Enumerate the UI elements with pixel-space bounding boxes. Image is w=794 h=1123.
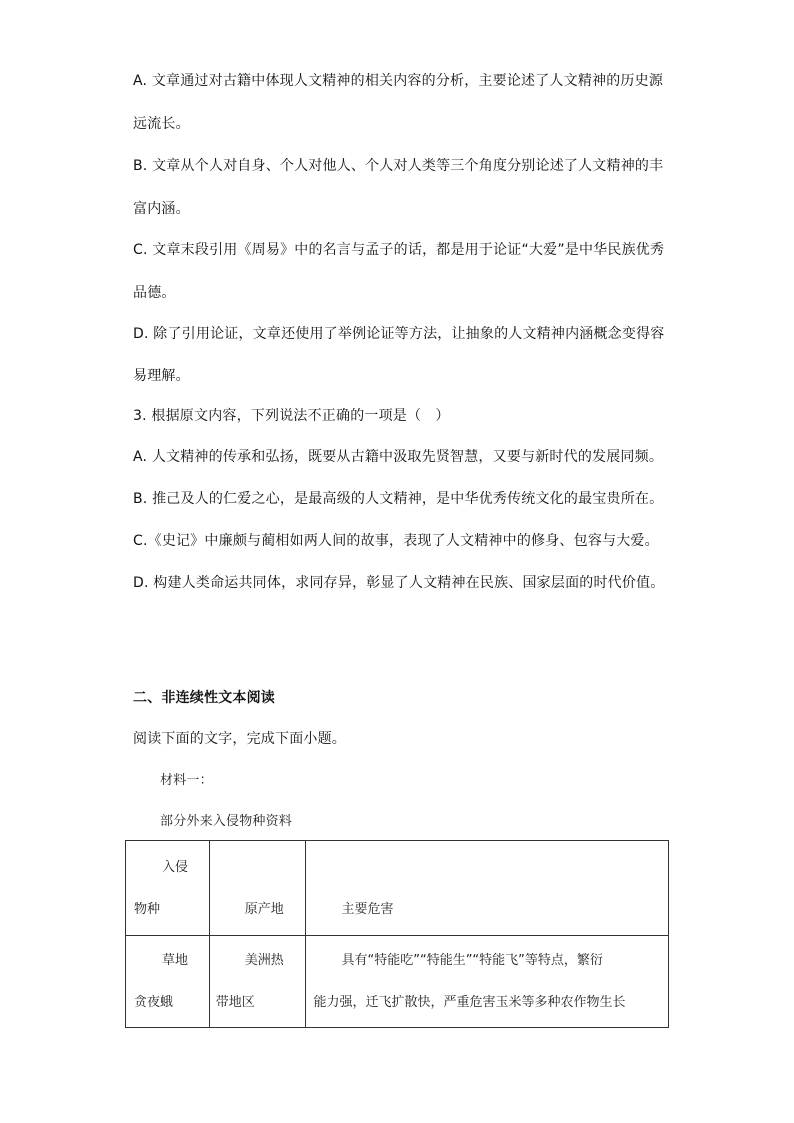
question-3-option-b: B. 推己及人的仁爱之心，是最高级的人文精神，是中华优秀传统文化的最宝贵所在。 [133, 491, 664, 507]
row1-harm-line1: 具有“特能吃”“特能生”“特能飞”等特点，繁衍 [341, 953, 603, 968]
question-3-stem: 3. 根据原文内容，下列说法不正确的一项是（ ） [133, 408, 450, 424]
row1-species-line1: 草地 [162, 953, 189, 968]
row1-cell-species [126, 936, 210, 1028]
row1-cell-origin [209, 936, 306, 1028]
header-origin: 原产地 [244, 902, 284, 917]
table-caption: 部分外来入侵物种资料 [160, 814, 293, 829]
option-2b-line1: B. 文章从个人对自身、个人对他人、个人对人类等三个角度分别论述了人文精神的丰 [133, 158, 664, 174]
row1-origin-line2: 带地区 [215, 995, 255, 1010]
option-2b-line2: 富内涵。 [133, 201, 190, 217]
material-label: 材料一： [160, 773, 213, 788]
row1-cell-harm [306, 936, 669, 1028]
option-2d-line1: D. 除了引用论证，文章还使用了举例论证等方法，让抽象的人文精神内涵概念变得容 [133, 326, 665, 342]
section-instruction: 阅读下面的文字，完成下面小题。 [133, 731, 346, 747]
header-harm: 主要危害 [341, 902, 394, 917]
option-2c-line2: 品德。 [133, 285, 176, 301]
header-species-line2: 物种 [134, 902, 161, 917]
question-3-option-a: A. 人文精神的传承和弘扬，既要从古籍中汲取先贤智慧，又要与新时代的发展同频。 [133, 449, 664, 465]
option-2a-line2: 远流长。 [133, 116, 190, 132]
question-3-option-c: C.《史记》中廉颇与蔺相如两人间的故事，表现了人文精神中的修身、包容与大爱。 [133, 533, 659, 549]
question-3-option-d: D. 构建人类命运共同体，求同存异，彰显了人文精神在民族、国家层面的时代价值。 [133, 575, 665, 591]
row1-origin-line1: 美洲热 [244, 953, 284, 968]
header-species-line1: 入侵 [162, 860, 189, 875]
row1-harm-line2: 能力强，迁飞扩散快，严重危害玉米等多种农作物生长 [313, 995, 626, 1010]
option-2c-line1: C. 文章末段引用《周易》中的名言与孟子的话，都是用于论证“大爱”是中华民族优秀 [133, 242, 665, 258]
table-header-row [126, 841, 669, 936]
table-row [126, 936, 669, 1028]
option-2d-line2: 易理解。 [133, 368, 190, 384]
option-2a-line1: A. 文章通过对古籍中体现人文精神的相关内容的分析，主要论述了人文精神的历史源 [133, 73, 664, 89]
header-cell-origin [209, 841, 306, 936]
header-cell-harm [306, 841, 669, 936]
invasive-species-table [125, 840, 669, 1028]
section-heading: 二、非连续性文本阅读 [133, 690, 275, 706]
row1-species-line2: 贪夜蛾 [134, 995, 174, 1010]
header-cell-species [126, 841, 210, 936]
